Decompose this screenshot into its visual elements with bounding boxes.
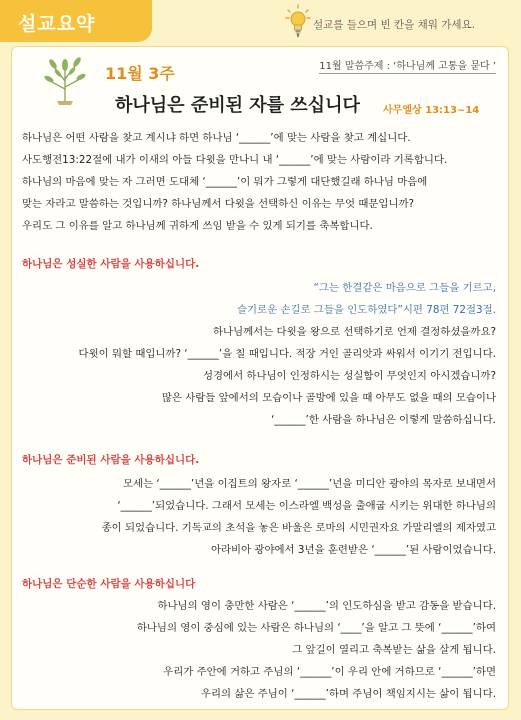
intro-line: 맞는 자라고 말씀하는 것입니까? 하나님께서 다윗을 선택하신 이유는 무엇 때문입니까? (22, 198, 415, 210)
body-line: 다윗이 뭐할 때입니까? ‘______’을 칠 때입니다. 적장 거인 골리앗과 싸워서 이기기 전입니다. (78, 348, 496, 360)
body-line: 우리가 주안에 거하고 주님의 ‘______’이 우리 안에 거하므로 ‘______’하면 (163, 666, 496, 678)
intro-line: 사도행전13:22절에 내가 이새의 아들 다윗을 만나니 내 ‘______’에 맞는 사람이라 기록합니다. (22, 154, 448, 166)
quote-line: “그는 한결같은 마음으로 그들을 기르고, (313, 282, 496, 294)
intro-line: 하나님의 마음에 맞는 자 그러면 도대체 ‘______’이 뭐가 그렇게 대단했길래 하나님 마음에 (22, 176, 428, 188)
section-heading: 하나님은 성실한 사람을 사용하십니다. (22, 258, 200, 270)
scripture-reference: 사무엘상 13:13~14 (383, 105, 480, 116)
section-tab (0, 0, 152, 42)
quote-reference: 시편 78편 72절3절. (402, 304, 496, 316)
body-line: 종이 되었습니다. 기독교의 초석을 놓은 바울은 로마의 시민권자요 가말리엘의 제자였고 (101, 522, 496, 534)
header-bar (0, 0, 521, 46)
intro-line: 우리도 그 이유를 알고 하나님께 귀하게 쓰임 받을 수 있게 되기를 축복합니다. (22, 220, 373, 232)
intro-line: 하나님은 어떤 사람을 찾고 계시냐 하면 하나님 ‘______’에 맞는 사람을 찾고 계십니다. (22, 132, 411, 144)
body-line: 그 앞길이 열리고 축복받는 삶을 살게 됩니다. (292, 644, 496, 656)
body-line: 하나님의 영이 충만한 사람은 ‘______’의 인도하심을 받고 감동을 받습니다. (157, 600, 496, 612)
body-line: 많은 사람들 앞에서의 모습이나 골방에 있을 때 아무도 없을 때의 모습이나 (161, 392, 496, 404)
body-line: 하나님께서는 다윗을 왕으로 선택하기로 언제 결정하셨을까요? (213, 326, 496, 338)
section-tab-label: 설교요약 (18, 13, 96, 35)
header-instruction: 설교를 들으며 빈 칸을 채워 가세요. (313, 19, 476, 31)
body-line: 성경에서 하나님이 인정하시는 성실함이 무엇인지 아시겠습니까? (202, 370, 496, 382)
quote-line (237, 303, 496, 317)
section-heading: 하나님은 준비된 사람을 사용하십니다. (22, 454, 200, 466)
body-line: 우리의 삶은 주님이 ‘______’하며 주님이 책임지시는 삶이 됩니다. (200, 688, 496, 700)
body-line: 아라비아 광야에서 3년을 훈련받은 ‘______’된 사람이었습니다. (210, 544, 496, 556)
sermon-title: 하나님은 준비된 자를 쓰십니다 (115, 95, 360, 116)
lightbulb-icon (285, 4, 311, 38)
body-line: 모세는 ‘______’년을 이집트의 왕자로 ‘______’년을 미디안 광야의 목자로 보내면서 (123, 478, 496, 490)
body-line: ‘______’되었습니다. 그래서 모세는 이스라엘 백성을 출애굽 시키는 위대한 하나님의 (117, 500, 496, 512)
section-heading: 하나님은 단순한 사람을 사용하십니다 (22, 578, 196, 590)
body-line: ‘______’한 사람을 하나님은 이렇게 말씀하십니다. (271, 414, 496, 426)
plant-icon (42, 51, 88, 105)
sermon-summary-card (11, 46, 509, 710)
quote-text: 슬기로운 손길로 그들을 인도하였다” (236, 304, 403, 316)
week-label: 11월 3주 (105, 64, 175, 83)
body-line: 하나님의 영이 중심에 있는 사람은 하나님의 ‘____’을 알고 그 뜻에 ‘______’하여 (136, 622, 496, 634)
monthly-theme: 11월 말씀주제 : ‘하나님께 고통을 묻다 ’ (319, 57, 496, 74)
